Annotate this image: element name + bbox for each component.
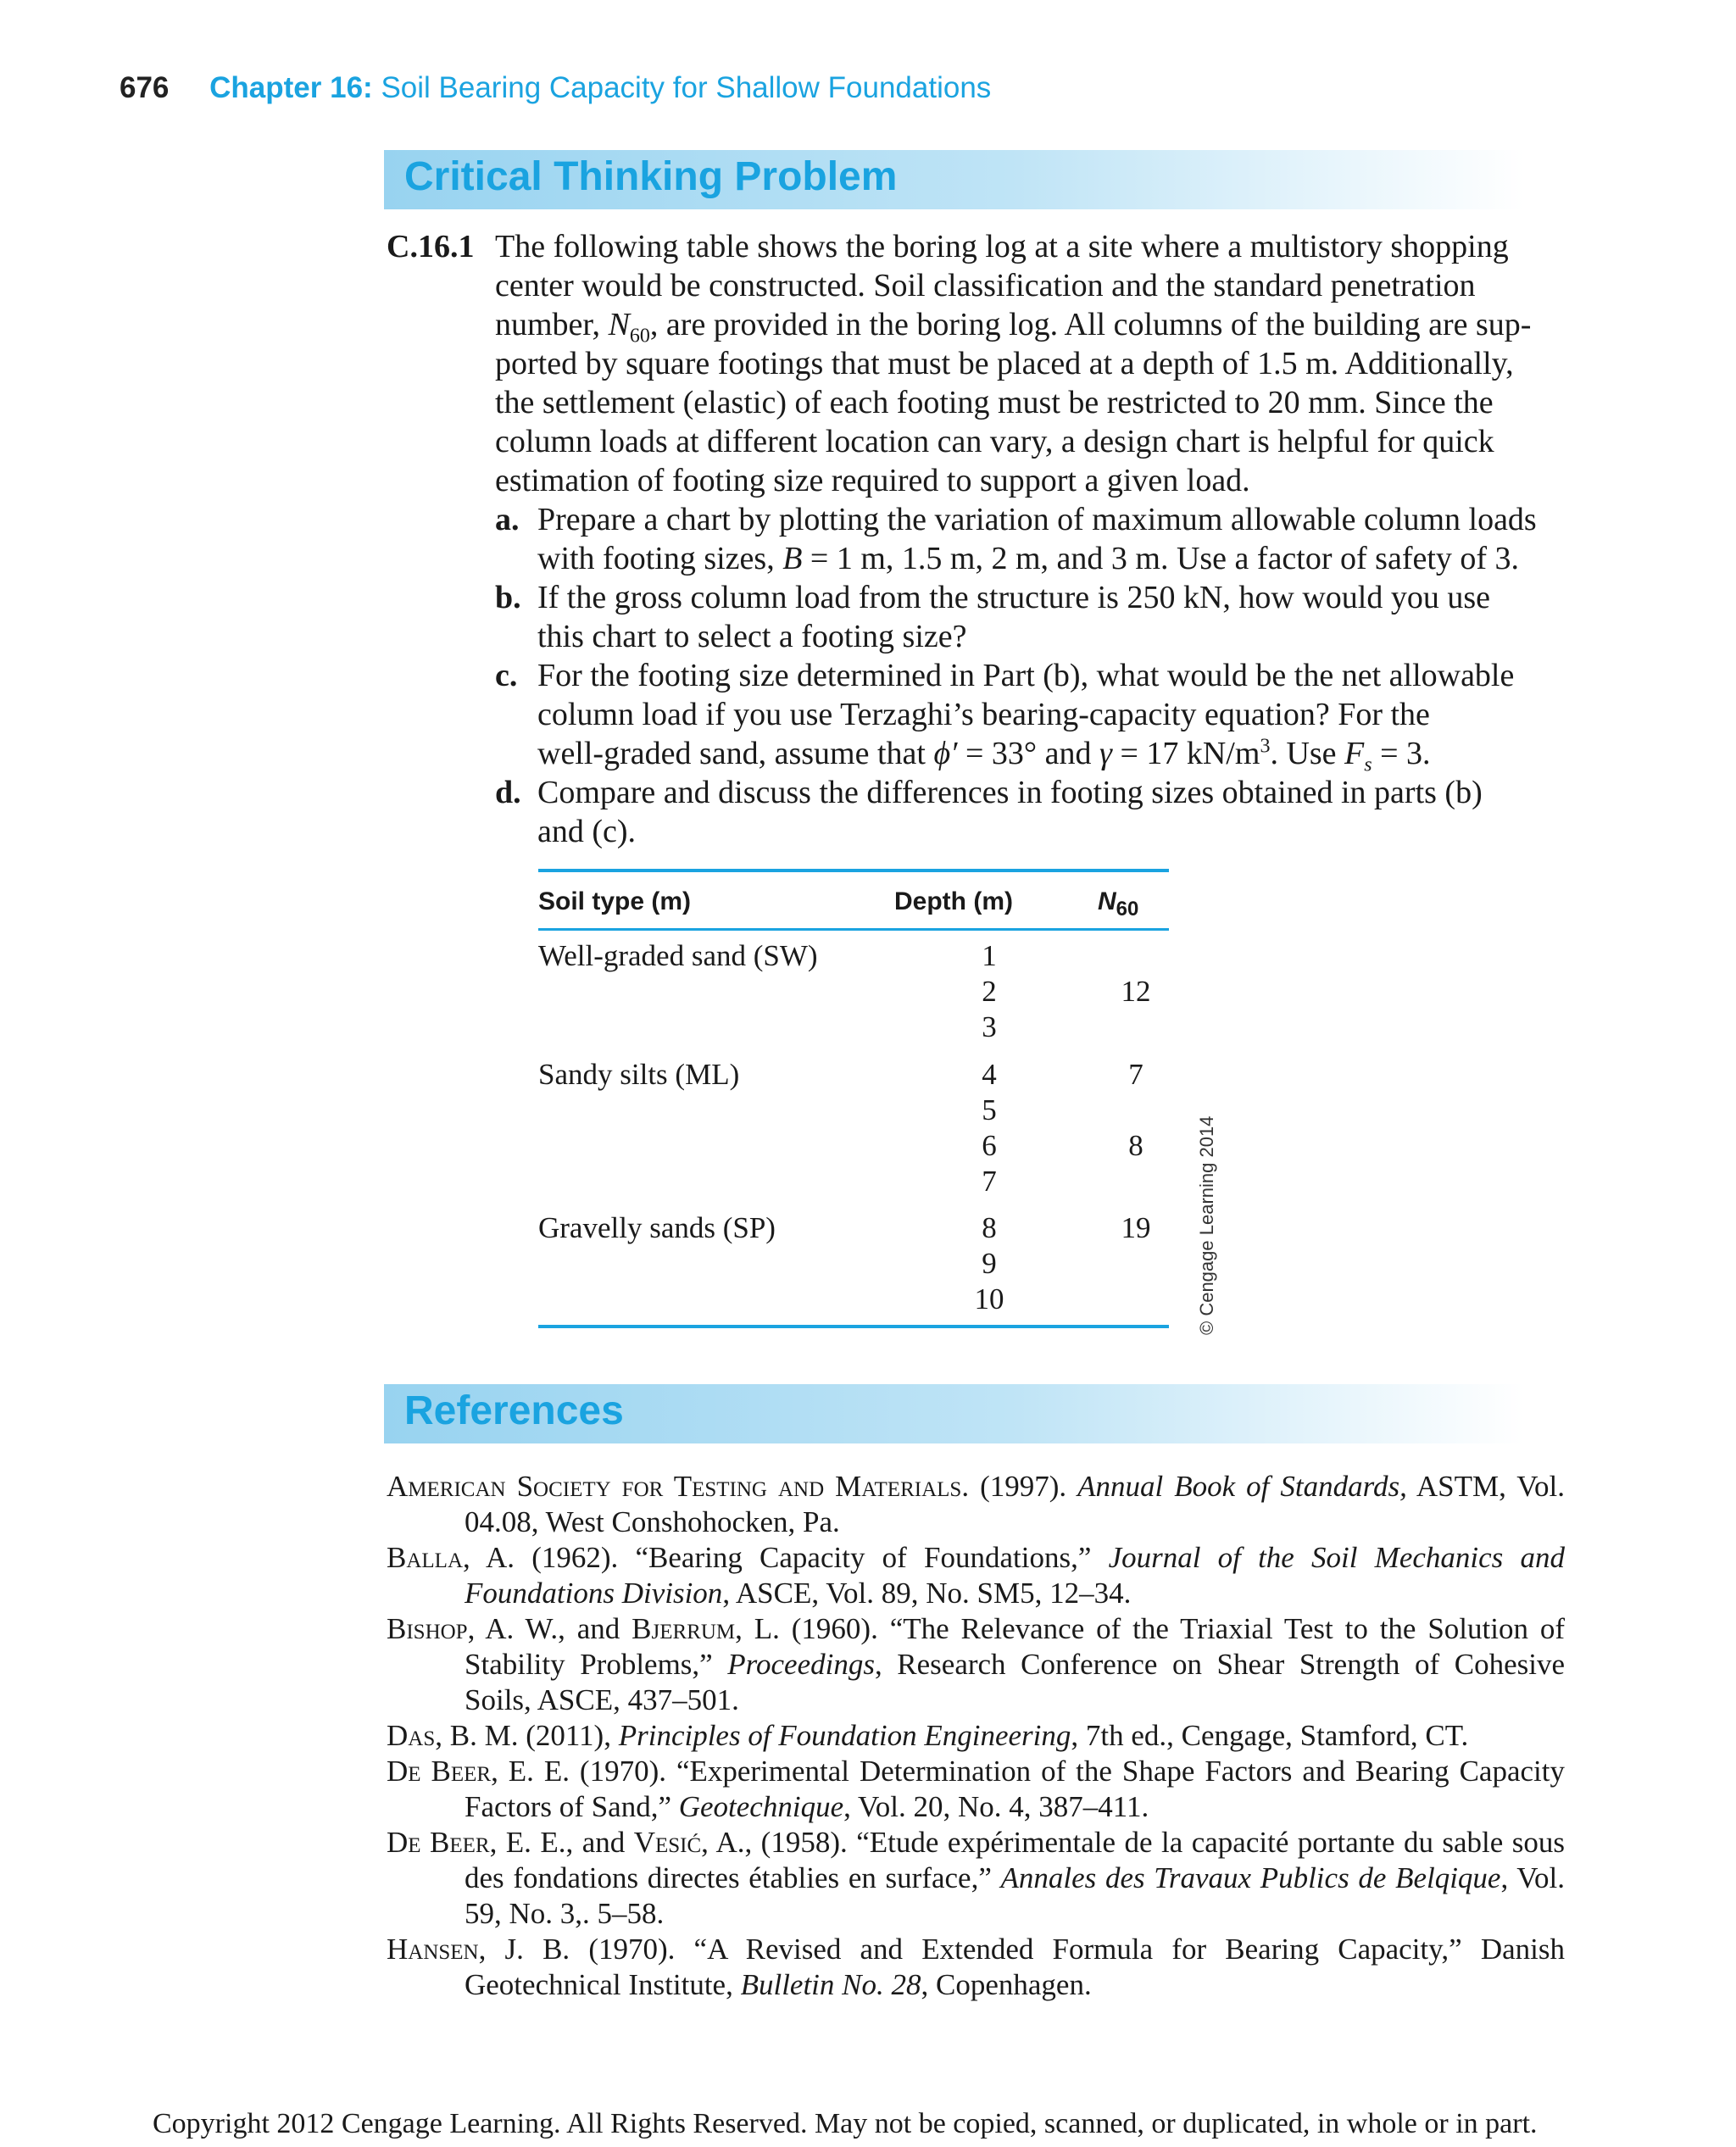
depth-cell: 2: [982, 975, 997, 1008]
header-n60: $N_{60}$: [1098, 887, 1139, 921]
n60-cell: 8: [1128, 1129, 1143, 1162]
problem-body: [495, 227, 1565, 851]
depth-cell: 6: [982, 1129, 997, 1162]
table-top-rule: [538, 869, 1169, 872]
problem-line: number, $N_{60}$, are provided in the boring log. All columns of the building are sup-: [495, 307, 1532, 348]
references-banner: [384, 1384, 1524, 1443]
problem-line: ported by square footings that must be placed at a depth of 1.5 m. Additionally,: [495, 346, 1514, 381]
page-number: 676: [120, 71, 170, 104]
critical-thinking-banner: [384, 150, 1524, 209]
part-a: a. Prepare a chart by plotting the variation of maximum allowable column loads with footing sizes, B = 1 m, 1.5 m, 2 m, and 3 m. Use a factor of safety of 3.: [495, 502, 1537, 576]
reference-entry: Hansen, J. B. (1970). “A Revised and Extended Formula for Bearing Capacity,” Danish Geotechnical Institute, Bulletin No. 28, Copenhagen.: [387, 1933, 1565, 2001]
problem-line: The following table shows the boring log at a site where a multistory shopping: [495, 229, 1509, 264]
problem-line: center would be constructed. Soil classification and the standard penetration: [495, 268, 1476, 303]
soil-label: Sandy silts (ML): [538, 1058, 740, 1091]
copyright-footer: Copyright 2012 Cengage Learning. All Rights Reserved. May not be copied, scanned, or duplicated, in whole or in part.: [153, 2108, 1538, 2139]
part-c-label: c.: [495, 658, 518, 693]
problem-line: column loads at different location can vary, a design chart is helpful for quick: [495, 424, 1494, 459]
depth-cell: 4: [982, 1058, 997, 1091]
reference-entry: American Society for Testing and Materials. (1997). Annual Book of Standards, ASTM, Vol. 04.08, West Conshohocken, Pa.: [387, 1470, 1566, 1538]
depth-cell: 7: [982, 1165, 997, 1198]
table-bottom-rule: [538, 1325, 1169, 1328]
reference-entry: Das, B. M. (2011), Principles of Foundation Engineering, 7th ed., Cengage, Stamford, CT.: [387, 1719, 1469, 1752]
header-depth: Depth (m): [894, 887, 1013, 915]
critical-thinking-title: Critical Thinking Problem: [404, 154, 898, 199]
n60-cell: 7: [1128, 1058, 1143, 1091]
running-header: [120, 71, 991, 105]
depth-cell: 3: [982, 1010, 997, 1043]
depth-cell: 10: [974, 1282, 1004, 1315]
part-d-label: d.: [495, 775, 521, 810]
reference-entry: De Beer, E. E. (1970). “Experimental Determination of the Shape Factors and Bearing Capacity Factors of Sand,” Geotechnique, Vol. 20, No. 4, 387–411.: [387, 1755, 1565, 1823]
problem-line: estimation of footing size required to support a given load.: [495, 463, 1250, 498]
table-header-rule: [538, 928, 1169, 931]
depth-cell: 8: [982, 1211, 997, 1244]
chapter-title: Soil Bearing Capacity for Shallow Foundations: [381, 71, 992, 104]
references-title: References: [404, 1388, 624, 1433]
part-a-label: a.: [495, 502, 520, 537]
soil-label: Gravelly sands (SP): [538, 1211, 776, 1244]
depth-cell: 9: [982, 1247, 997, 1280]
depth-cell: 1: [982, 939, 997, 972]
part-b-label: b.: [495, 580, 521, 615]
reference-entry: De Beer, E. E., and Vesić, A., (1958). “Etude expérimentale de la capacité portante du sable sous des fondations directes établies en surface,” Annales des Travaux Publics de Belqique, Vol. 59, No. 3,. 5–58.: [387, 1826, 1566, 1930]
references-list: [387, 1469, 1565, 2003]
copyright-credit: © Cengage Learning 2014: [1196, 1115, 1217, 1335]
reference-entry: Balla, A. (1962). “Bearing Capacity of Foundations,” Journal of the Soil Mechanics and Foundations Division, ASCE, Vol. 89, No. SM5, 12–34.: [387, 1541, 1565, 1610]
header-soil-type: Soil type (m): [538, 887, 692, 915]
n60-cell: 12: [1121, 975, 1151, 1008]
reference-entry: Bishop, A. W., and Bjerrum, L. (1960). “The Relevance of the Triaxial Test to the Solution of Stability Problems,” Proceedings, Research Conference on Shear Strength of Cohesive Soils, ASCE, 437–501.: [387, 1612, 1565, 1716]
problem-number: C.16.1: [387, 229, 475, 264]
part-b: b. If the gross column load from the structure is 250 kN, how would you use this chart to select a footing size?: [495, 580, 1490, 654]
chapter-label: Chapter 16:: [209, 71, 373, 104]
problem-line: the settlement (elastic) of each footing must be restricted to 20 mm. Since the: [495, 385, 1494, 420]
depth-cell: 5: [982, 1093, 997, 1126]
n60-cell: 19: [1121, 1211, 1151, 1244]
soil-label: Well-graded sand (SW): [538, 939, 818, 972]
part-c: c. For the footing size determined in Part (b), what would be the net allowable column load if you use Terzaghi’s bearing-capacity equation? For the well-graded sand, assume that ϕ′ = 33° and γ = 17 $kN/m^3$. Use $F_s = 3$.: [495, 658, 1515, 776]
part-d: d. Compare and discuss the differences in footing sizes obtained in parts (b) and (c).: [495, 775, 1483, 849]
